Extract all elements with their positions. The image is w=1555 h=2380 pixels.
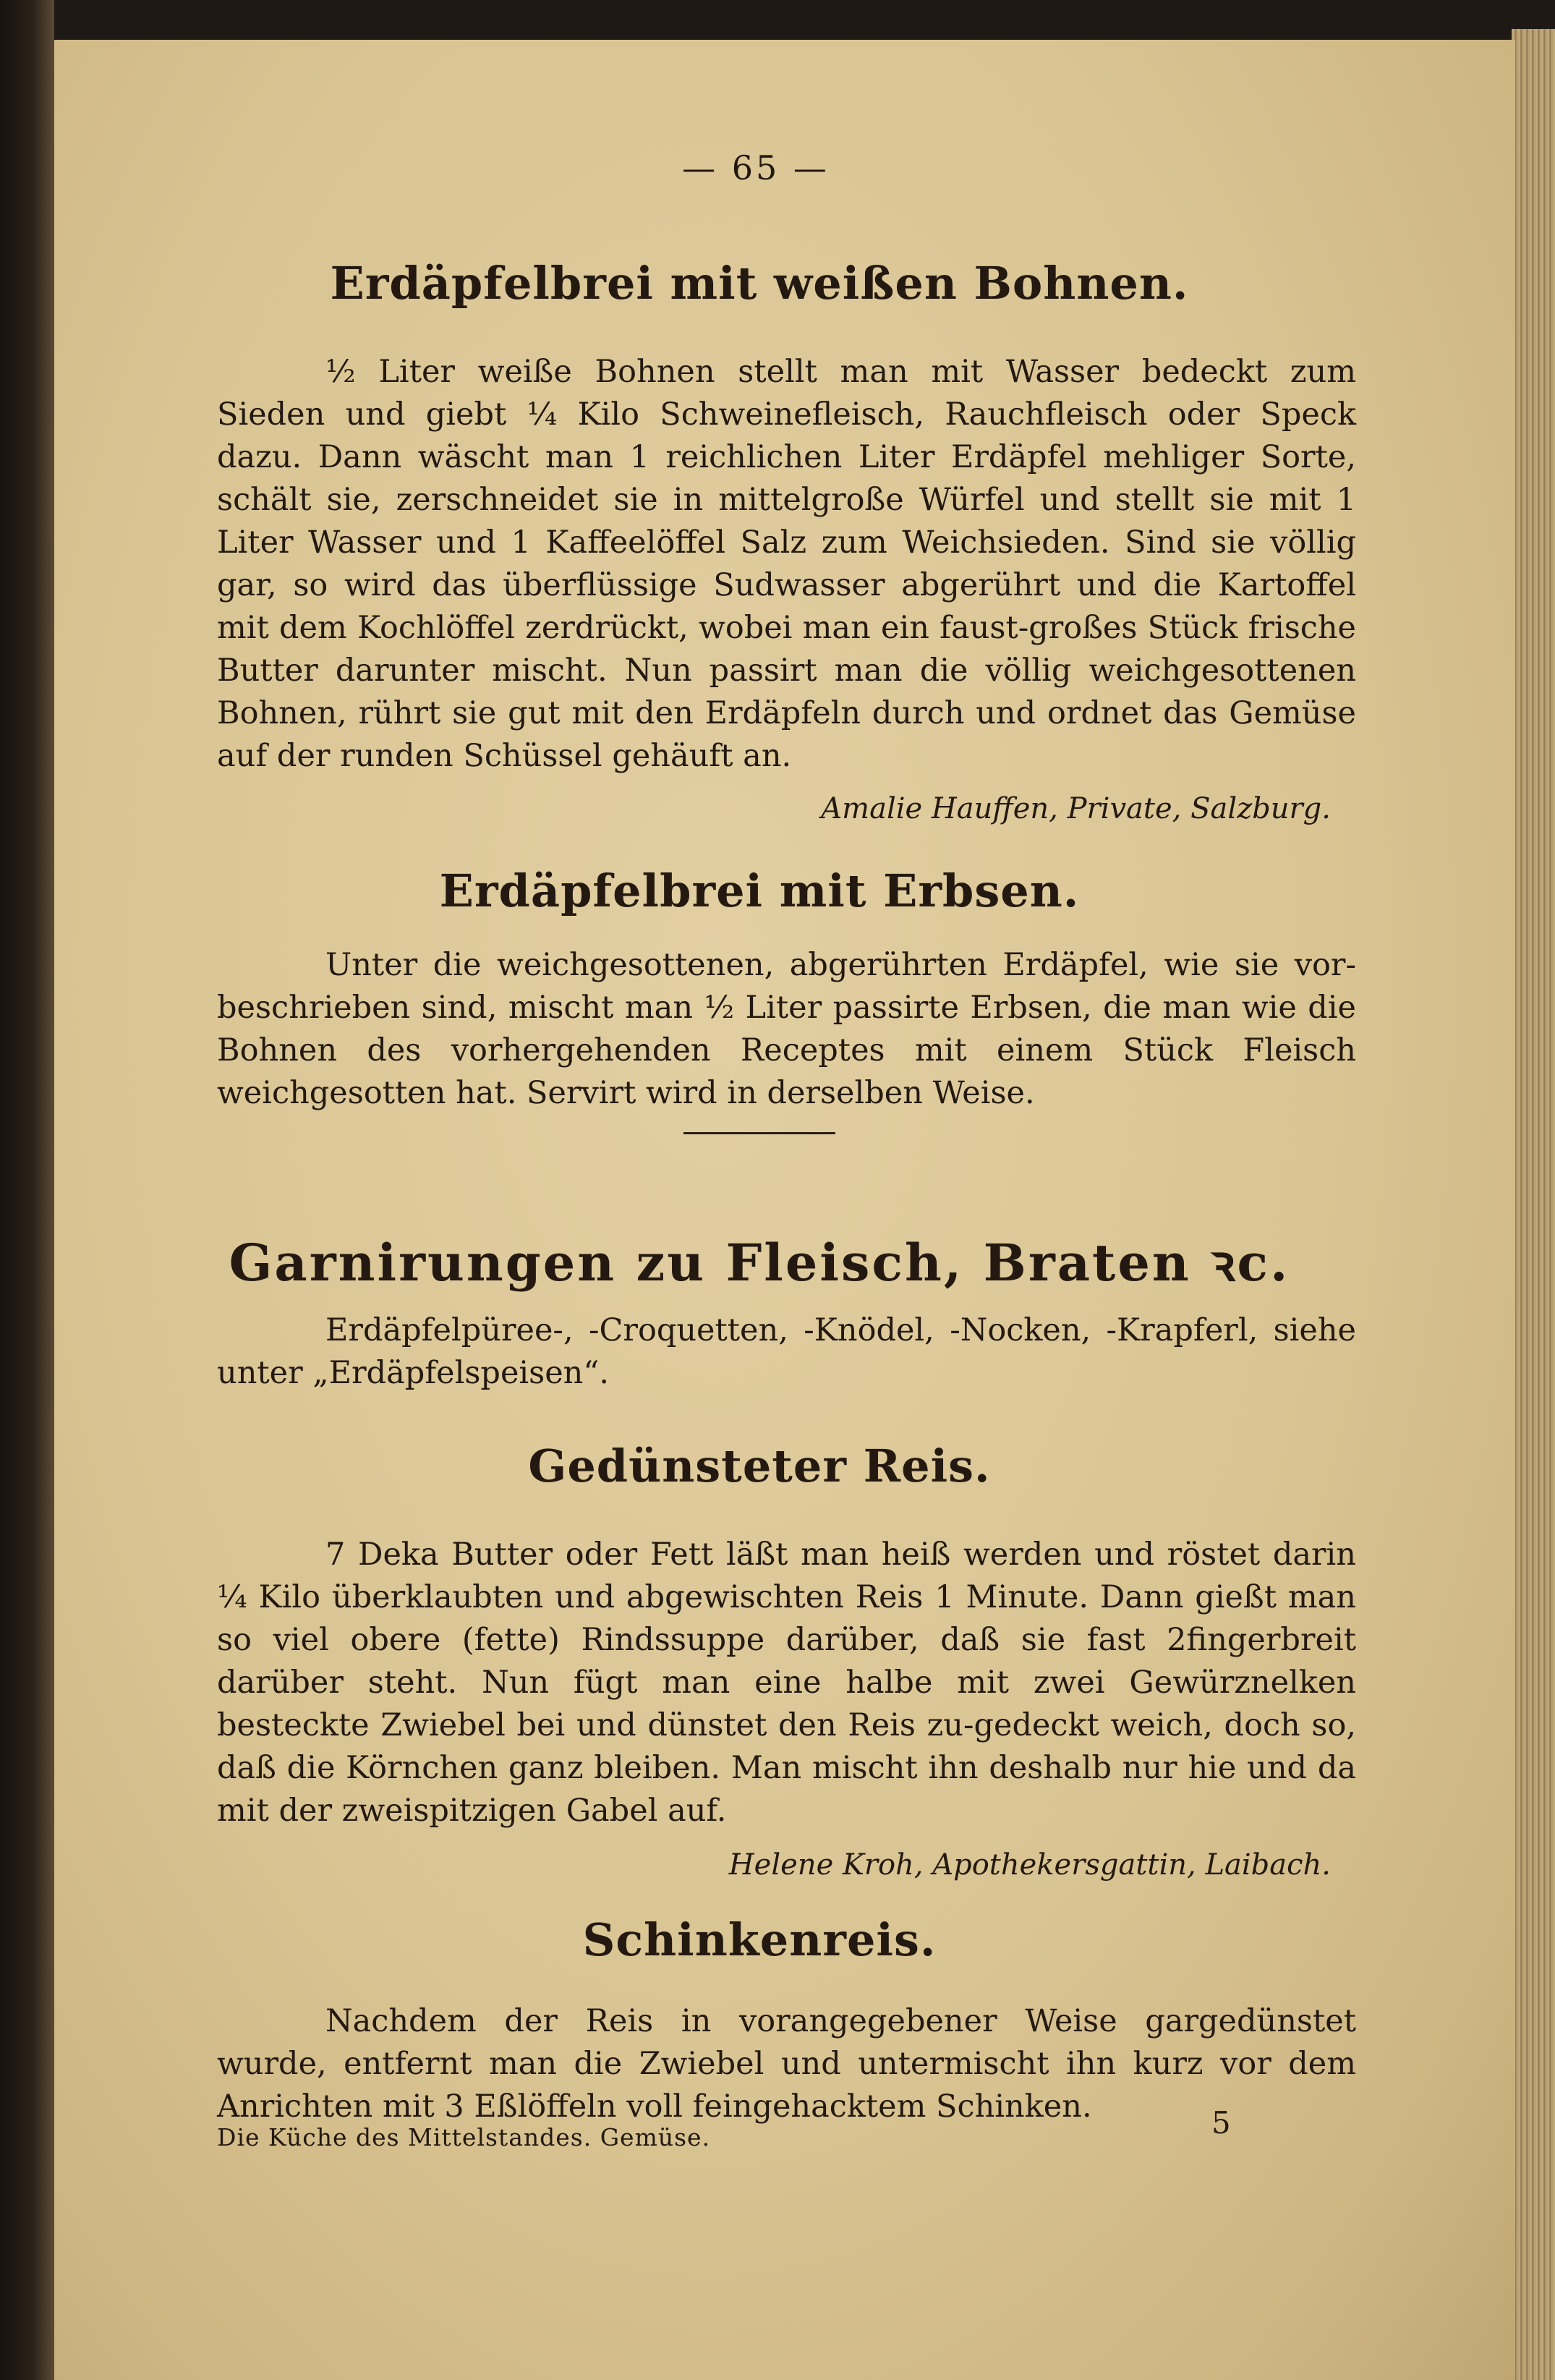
recipe-title-gedünsteter-reis: Gedünsteter Reis.	[528, 1440, 991, 1492]
recipe-author-hauffen: Amalie Hauffen, Private, Salzburg.	[821, 792, 1331, 825]
section-title-garnirungen: Garnirungen zu Fleisch, Braten ꝛc.	[229, 1233, 1290, 1293]
recipe-title-erdaepfelbrei-erbsen: Erdäpfelbrei mit Erbsen.	[439, 864, 1080, 917]
footer-signature-mark: 5	[1211, 2105, 1231, 2141]
recipe-text-erdaepfelbrei-erbsen: Unter die weichgesottenen, abgerührten Erdäpfel, wie sie vor-beschrieben sind, mischt man ½ Liter passirte Erbsen, die man wie die Bohnen des vorhergehenden Receptes mit einem Stück Fleisch weichgesotten hat. Servirt wird in derselben Weise.	[217, 947, 1356, 1111]
recipe-title-erdaepfelbrei-bohnen: Erdäpfelbrei mit weißen Bohnen.	[330, 257, 1189, 310]
page-number: — 65 —	[682, 148, 830, 187]
footer-book-title: Die Küche des Mittelstandes. Gemüse.	[217, 2123, 711, 2151]
section-text-garnirungen: Erdäpfelpüree-, -Croquetten, -Knödel, -Nocken, -Krapferl, siehe unter „Erdäpfelspeisen“.	[217, 1312, 1356, 1391]
recipe-text-schinkenreis: Nachdem der Reis in vorangegebener Weise gargedünstet wurde, entfernt man die Zwiebel und untermischt ihn kurz vor dem Anrichten mit 3 Eßlöffeln voll feingehacktem Schinken.	[217, 2003, 1356, 2125]
section-divider	[683, 1132, 835, 1134]
recipe-text-gedünsteter-reis: 7 Deka Butter oder Fett läßt man heiß werden und röstet darin ¼ Kilo überklaubten und abgewischten Reis 1 Minute. Dann gießt man so viel obere (fette) Rindssuppe darüber, daß sie fast 2fingerbreit darüber steht. Nun fügt man eine halbe mit zwei Gewürznelken besteckte Zwiebel bei und dünstet den Reis zu-gedeckt weich, doch so, daß die Körnchen ganz bleiben. Man mischt ihn deshalb nur hie und da mit der zweispitzigen Gabel auf.	[217, 1537, 1356, 1829]
book-page	[54, 40, 1515, 2380]
book-binding	[0, 0, 54, 2380]
page-edges	[1512, 29, 1555, 2380]
recipe-title-schinkenreis: Schinkenreis.	[582, 1913, 937, 1966]
recipe-text-erdaepfelbrei-bohnen: ½ Liter weiße Bohnen stellt man mit Wasser bedeckt zum Sieden und giebt ¼ Kilo Schweinefleisch, Rauchfleisch oder Speck dazu. Dann wäscht man 1 reichlichen Liter Erdäpfel mehliger Sorte, schält sie, zerschneidet sie in mittelgroße Würfel und stellt sie mit 1 Liter Wasser und 1 Kaffeelöffel Salz zum Weichsieden. Sind sie völlig gar, so wird das überflüssige Sudwasser abgerührt und die Kartoffel mit dem Kochlöffel zerdrückt, wobei man ein faust-großes Stück frische Butter darunter mischt. Nun passirt man die völlig weichgesottenen Bohnen, rührt sie gut mit den Erdäpfeln durch und ordnet das Gemüse auf der runden Schüssel gehäuft an.	[217, 354, 1356, 774]
scan-background	[0, 0, 1555, 43]
recipe-author-kroh: Helene Kroh, Apothekersgattin, Laibach.	[728, 1848, 1331, 1882]
